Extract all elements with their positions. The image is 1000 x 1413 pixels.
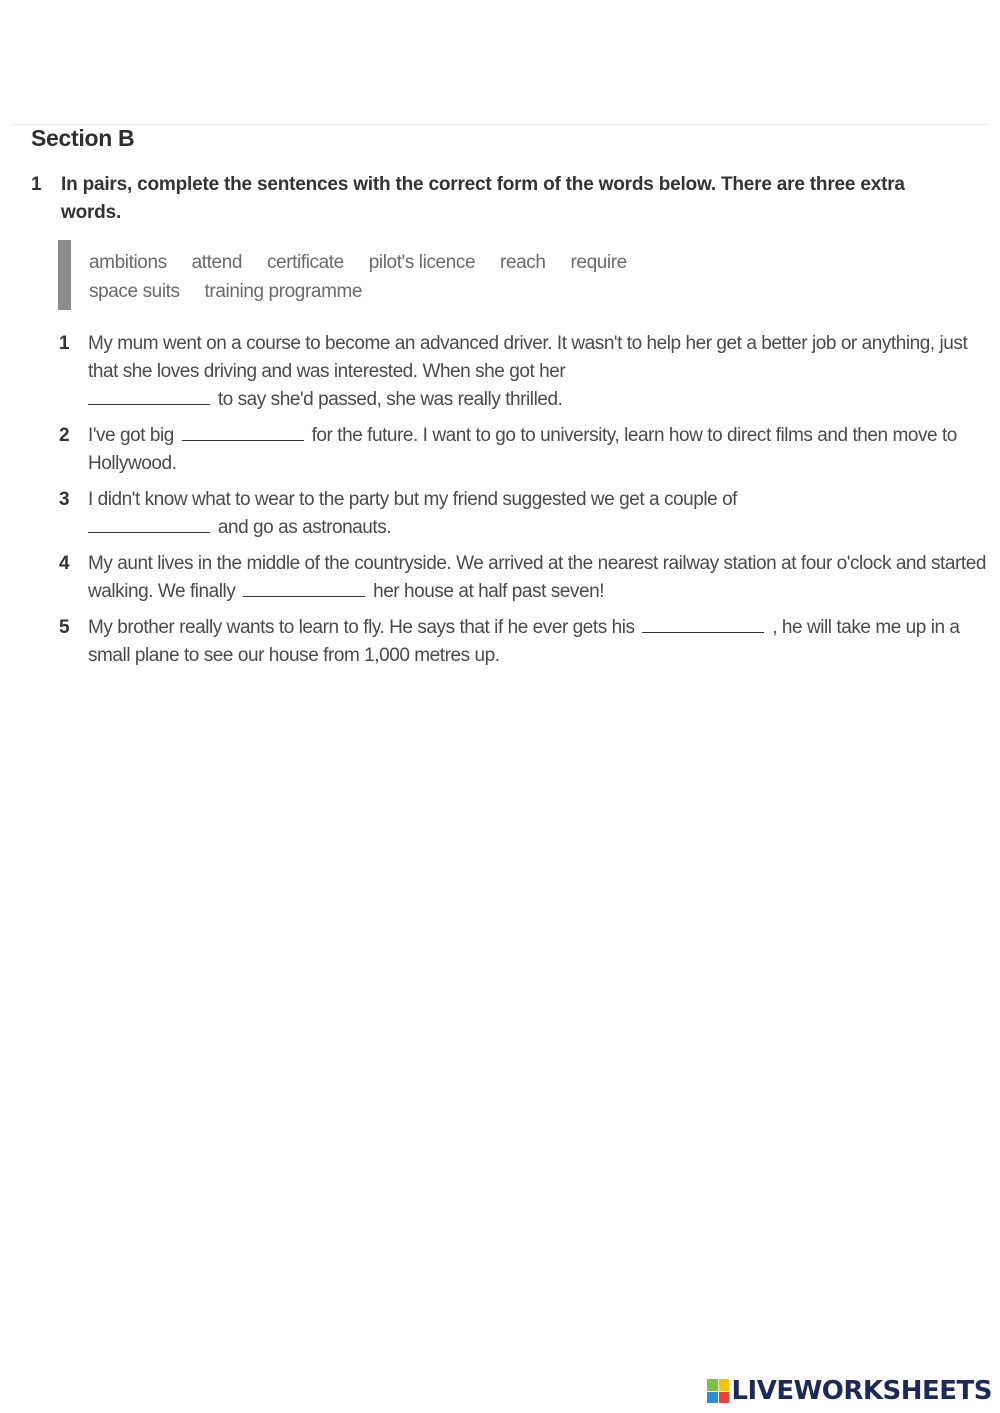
item-text-before: I've got big (88, 425, 174, 446)
word-item: certificate (266, 252, 344, 273)
word-box-bar (58, 240, 71, 310)
item-text-before: I didn't know what to wear to the party but my friend suggested we get a couple of (88, 489, 738, 510)
item-text-after: and go as astronauts. (217, 517, 392, 538)
item-number: 5 (59, 617, 70, 638)
item-number: 4 (59, 553, 70, 574)
task-instruction (31, 171, 951, 227)
word-item: pilot's licence (368, 252, 476, 273)
item-number: 2 (59, 425, 70, 446)
word-box (58, 240, 758, 308)
item-text-after: her house at half past seven! (373, 581, 605, 602)
logo-icon (707, 1379, 729, 1403)
item-number: 1 (59, 333, 70, 354)
exercise-item (59, 486, 989, 542)
exercise-item (59, 330, 989, 414)
logo-text: LIVEWORKSHEETS (731, 1376, 992, 1406)
answer-blank[interactable] (182, 424, 304, 441)
word-item: ambitions (89, 252, 167, 273)
item-text-before: My aunt lives in the middle of the countryside. We arrived at the nearest railway station at four o'clock and started walking. We finally (88, 553, 986, 602)
item-text-before: My mum went on a course to become an advanced driver. It wasn't to help her get a better job or anything, just that she loves driving and was interested. When she got her (88, 333, 968, 382)
word-item: training programme (204, 281, 363, 302)
task-text: In pairs, complete the sentences with the correct form of the words below. There are three extra words. (61, 174, 905, 223)
liveworksheets-logo (707, 1374, 992, 1408)
exercise-list (59, 330, 989, 678)
item-text-after: for the future. I want to go to university, learn how to direct films and then move to Hollywood. (88, 425, 957, 474)
word-item: reach (500, 252, 546, 273)
word-item: space suits (89, 281, 180, 302)
top-rule (12, 124, 987, 125)
answer-blank[interactable] (642, 616, 764, 633)
item-text-before: My brother really wants to learn to fly. He says that if he ever gets his (88, 617, 635, 638)
answer-blank[interactable] (88, 388, 210, 405)
task-number: 1 (31, 174, 42, 195)
item-text-after: to say she'd passed, she was really thrilled. (217, 389, 563, 410)
answer-blank[interactable] (88, 516, 210, 533)
exercise-item (59, 422, 989, 478)
answer-blank[interactable] (243, 580, 365, 597)
word-item: require (570, 252, 627, 273)
word-item: attend (191, 252, 243, 273)
exercise-item (59, 614, 989, 670)
section-title: Section B (31, 125, 135, 151)
exercise-item (59, 550, 989, 606)
item-number: 3 (59, 489, 70, 510)
item-text-after: , he will take me up in a small plane to see our house from 1,000 metres up. (88, 617, 960, 666)
word-list (89, 248, 749, 306)
